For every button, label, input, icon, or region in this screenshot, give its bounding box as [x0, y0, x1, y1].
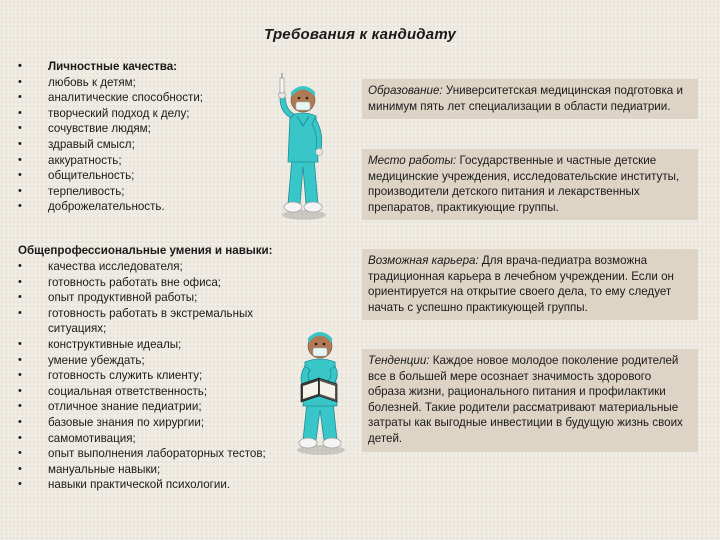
education-label: Образование:	[368, 84, 443, 97]
personal-qualities-heading: • Личностные качества:	[18, 59, 268, 75]
surgeon-with-syringe-figure	[266, 72, 338, 222]
career-text: Для врача-педиатра возможна традиционная карьера в лечебном учреждении. Если он ориентируется на открытие своего дела, то ему следует начать с успешно практикующей группы.	[368, 254, 674, 314]
list-item: • любовь к детям;	[18, 75, 268, 91]
trends-card	[362, 349, 698, 452]
workplace-text: Государственные и частные детские медицинские учреждения, исследовательские институты, производители детского питания и лекарственных препаратов, практикующие группы.	[368, 154, 680, 214]
doctor-reading-book-figure	[283, 326, 359, 456]
list-item: • общительность;	[18, 168, 268, 184]
list-item: • творческий подход к делу;	[18, 106, 268, 122]
trends-label: Тенденции:	[368, 354, 430, 367]
career-card	[362, 249, 698, 320]
trends-text: Каждое новое молодое поколение родителей все в большей мере осознает значимость здорового образа жизни, рационального питания и профилактики болезней. Такие родители рассматривают материальные затраты как выгодные инвестиции в будущую жизнь своих детей.	[368, 354, 683, 445]
list-item: • здравый смысл;	[18, 137, 268, 153]
education-card	[362, 79, 698, 119]
professional-skills-list	[18, 259, 318, 493]
education-text: Университетская медицинская подготовка и минимум пять лет специализации в области педиатрии.	[368, 84, 683, 113]
list-item: • сочувствие людям;	[18, 121, 268, 137]
list-item: • готовность работать вне офиса;	[18, 275, 318, 291]
list-item: • умение убеждать;	[18, 353, 318, 369]
list-item: • навыки практической психологии.	[18, 477, 318, 493]
list-item: • качества исследователя;	[18, 259, 318, 275]
personal-qualities-list	[18, 59, 268, 215]
page-title: Требования к кандидату	[263, 26, 457, 43]
list-item: • отличное знание педиатрии;	[18, 399, 318, 415]
list-item: • социальная ответственность;	[18, 384, 318, 400]
list-item: • аккуратность;	[18, 153, 268, 169]
list-item: • конструктивные идеалы;	[18, 337, 318, 353]
list-item: • мануальные навыки;	[18, 462, 318, 478]
list-item: • готовность служить клиенту;	[18, 368, 318, 384]
workplace-label: Место работы:	[368, 154, 457, 167]
career-label: Возможная карьера:	[368, 254, 479, 267]
list-item: • опыт продуктивной работы;	[18, 290, 318, 306]
list-item: • опыт выполнения лабораторных тестов;	[18, 446, 318, 462]
list-item: • терпеливость;	[18, 184, 268, 200]
professional-skills-heading: Общепрофессиональные умения и навыки:	[18, 244, 273, 257]
list-item: • доброжелательность.	[18, 199, 268, 215]
list-item: • самомотивация;	[18, 431, 318, 447]
workplace-card	[362, 149, 698, 220]
list-item: • базовые знания по хирургии;	[18, 415, 318, 431]
list-item: • готовность работать в экстремальных ситуациях;	[18, 306, 288, 337]
list-item: • аналитические способности;	[18, 90, 268, 106]
